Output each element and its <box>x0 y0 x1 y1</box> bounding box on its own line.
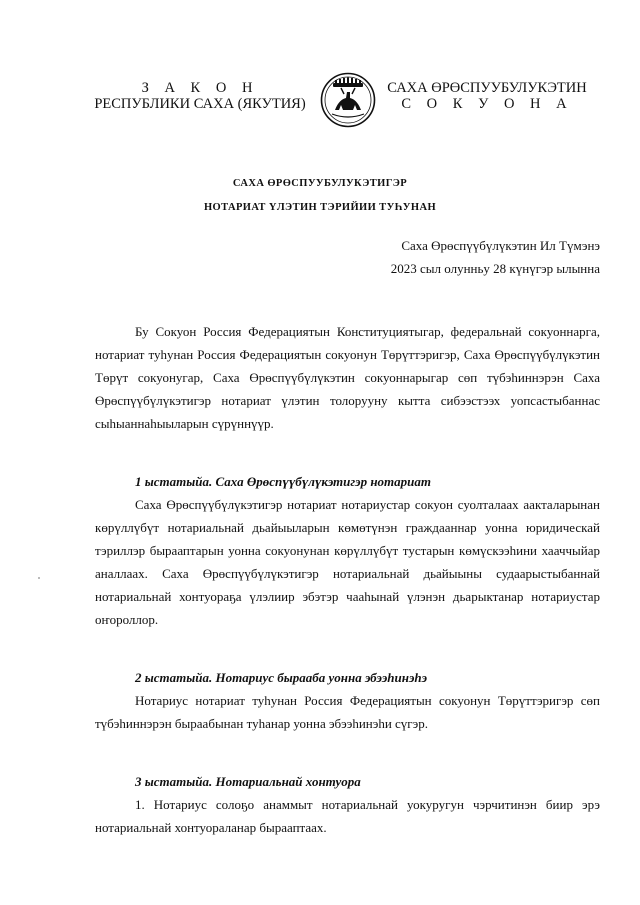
adoption-body: Саха Өрөспүүбүлүкэтин Ил Түмэнэ <box>401 238 600 253</box>
article-3-heading: 3 ыстатыйа. Нотариальнай хонтуора <box>135 774 361 789</box>
article-1-heading: 1 ыстатыйа. Саха Өрөспүүбүлүкэтигэр нотариат <box>135 474 431 489</box>
document-body <box>95 320 600 839</box>
header-right-line2: С О К У О Н А <box>401 96 573 112</box>
document-header <box>0 72 640 142</box>
article-2-heading: 2 ыстатыйа. Нотариус быраабa уонна эбээһинэһэ <box>135 670 427 685</box>
scan-speck <box>38 577 40 579</box>
coat-of-arms-emblem-icon <box>320 72 376 128</box>
adoption-note <box>300 234 600 280</box>
law-title <box>0 172 640 220</box>
header-russian-title <box>80 80 320 112</box>
law-title-line1: САХА ӨРӨСПУУБУЛУКЭТИГЭР <box>232 178 408 189</box>
header-yakut-title <box>382 80 592 112</box>
article-3-text: 1. Нотариус солоҕо анаммыт нотариальнай уокуругун чэрчитинэн биир эрэ нотариальнай хонтуораланар бырааптаах. <box>95 797 600 835</box>
article-2-text: Нотариус нотариат туһунан Россия Федерациятын сокуонун Төрүттэригэр сөп түбэһиннэрэн быраабынан туһанар уонна эбээһинэһи сүгэр. <box>95 693 600 731</box>
header-right-line1: САХА ӨРӨСПУУБУЛУКЭТИН <box>387 80 587 96</box>
preamble-paragraph: Бу Сокуон Россия Федерациятын Конституциятыгар, федеральнай сокуоннарга, нотариат туһунан Россия Федерациятын сокуонун Төрүттэригэр, Саха Өрөспүүбүлүкэтин Төрүт сокуонугар, Саха Өрөспүүбүлүкэтин сокуоннарыгар сөп түбэһиннэрэн Саха Өрөспүүбүлүкэтигэр нотариат үлэтин толорууну кытта сибээстээх уопсастыбаннас сыһыаннаһыыларын сүрүннүүр. <box>95 324 600 431</box>
adoption-date: 2023 сыл олунньу 28 күнүгэр ылынна <box>390 261 600 276</box>
article-1-text: Саха Өрөспүүбүлүкэтигэр нотариат нотариустар сокуон суолталаах аакталарынан көрүллүбүт нотариальнай дьайыыларын көмөтүнэн граждааннар уонна юридическай тэриллэр бырааптарын уонна сокуонунан көрүллүбүт тустарын көмүскээһини хааччыйар аналлаах. Саха Өрөспүүбүлүкэтигэр нотариальнай дьайыыны судаарыстыбаннай нотариальнай хонтуораҕа үлэлиир эбэтэр чааһынай үлэнэн дьарыктанар нотариустар оҥороллор. <box>95 497 600 627</box>
header-left-line2: РЕСПУБЛИКИ САХА (ЯКУТИЯ) <box>94 96 306 112</box>
header-left-line1: З А К О Н <box>141 80 259 96</box>
law-title-line2: НОТАРИАТ ҮЛЭТИН ТЭРИЙИИ ТУҺУНАН <box>203 202 437 213</box>
